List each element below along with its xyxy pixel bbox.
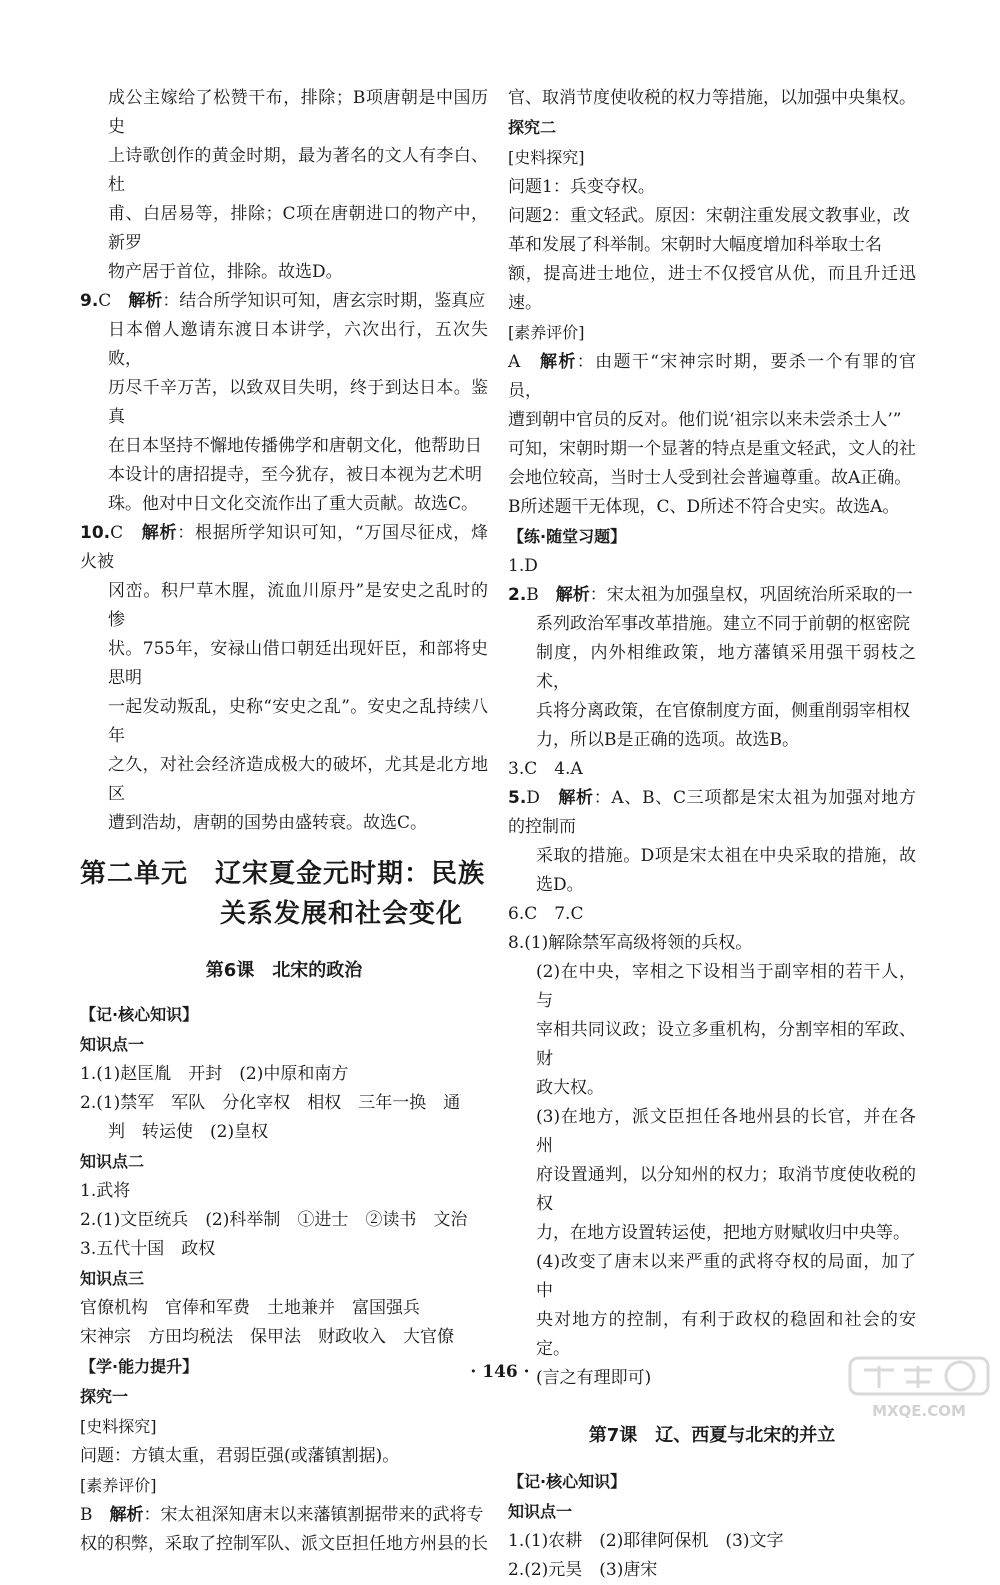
- watermark-logo: [844, 1352, 994, 1424]
- text-line: 3.五代十国 政权: [80, 1239, 216, 1259]
- text-line: 遭到浩劫，唐朝的国势由盛转衰。故选C。: [108, 813, 428, 833]
- text-line: 兵将分离政策，在官僚制度方面，侧重削弱宰相权: [536, 701, 910, 721]
- text-line: 问题：方镇太重，君弱臣强(或藩镇割据)。: [80, 1446, 400, 1466]
- text-line: 3.C 4.A: [508, 759, 583, 779]
- text-line: 2.(1)禁军 军队 分化宰权 相权 三年一换 通: [80, 1093, 461, 1113]
- text-line: 遭到朝中官员的反对。他们说‘祖宗以来未尝杀士人’”: [508, 410, 902, 430]
- text-line: 珠。他对中日文化交流作出了重大贡献。故选C。: [108, 494, 479, 514]
- section-core-knowledge: 【记·核心知识】: [80, 1005, 199, 1024]
- sub-historical-material: [史料探究]: [80, 1417, 157, 1436]
- section-ability: 【学·能力提升】: [80, 1357, 199, 1376]
- knowledge-point-2: 知识点二: [80, 1152, 145, 1171]
- text-line: 问题1：兵变夺权。: [508, 177, 655, 197]
- text-line: 宰相共同议政；设立多重机构，分割宰相的军政、财: [536, 1020, 916, 1069]
- lesson-6-title: 第6课 北宋的政治: [205, 960, 363, 981]
- text-line: 1.(1)赵匡胤 开封 (2)中原和南方: [80, 1064, 349, 1084]
- text-line: 日本僧人邀请东渡日本讲学，六次出行，五次失败，: [108, 320, 488, 369]
- unit-title-line-1: 第二单元 辽宋夏金元时期：民族: [80, 859, 486, 889]
- evaluation-answer: A 解析：由题干“宋神宗时期，要杀一个有罪的官员，: [508, 352, 916, 401]
- text-line: (3)在地方，派文臣担任各地州县的长官，并在各州: [536, 1107, 916, 1156]
- explore-1: 探究一: [80, 1387, 129, 1406]
- text-line: 问题2：重文轻武。原因：宋朝注重发展文教事业，改: [508, 206, 910, 226]
- text-line: 府设置通判，以分知州的权力；取消节度使收税的权: [536, 1165, 916, 1214]
- text-line: 权的积弊，采取了控制军队、派文臣担任地方州县的长: [80, 1534, 488, 1554]
- text-line: 8.(1)解除禁军高级将领的兵权。: [508, 933, 753, 953]
- answer-9: 9.C 解析：结合所学知识可知，唐玄宗时期，鉴真应: [80, 291, 486, 311]
- text-line: 可知，宋朝时期一个显著的特点是重文轻武，文人的社: [508, 439, 916, 459]
- text-line: 官、取消节度使收税的权力等措施，以加强中央集权。: [508, 88, 916, 108]
- answer-5: 5.D 解析：A、B、C三项都是宋太祖为加强对地方的控制而: [508, 788, 916, 837]
- text-line: 宋神宗 方田均税法 保甲法 财政收入 大官僚: [80, 1327, 454, 1347]
- section-practice: 【练·随堂习题】: [508, 527, 627, 546]
- unit-title-line-2: 关系发展和社会变化: [220, 899, 464, 929]
- text-line: 一起发动叛乱，史称“安史之乱”。安史之乱持续八年: [108, 697, 488, 746]
- text-line: B所述题干无体现，C、D所述不符合史实。故选A。: [508, 497, 900, 517]
- text-line: 额，提高进士地位，进士不仅授官从优，而且升迁迅速。: [508, 264, 916, 313]
- text-line: 2.(2)元昊 (3)唐宋: [508, 1560, 658, 1580]
- sub-evaluation: [素养评价]: [80, 1476, 157, 1495]
- sub-evaluation: [素养评价]: [508, 323, 585, 342]
- left-column: [80, 84, 488, 1559]
- answer-2: 2.B 解析：宋太祖为加强皇权，巩固统治所采取的一: [508, 585, 913, 605]
- text-line: 之久，对社会经济造成极大的破坏，尤其是北方地区: [108, 755, 488, 804]
- text-line: 革和发展了科举制。宋朝时大幅度增加科举取士名: [508, 235, 882, 255]
- evaluation-answer: B 解析：宋太祖深知唐末以来藩镇割据带来的武将专: [80, 1505, 484, 1525]
- text-line: 甫、白居易等，排除；C项在唐朝进口的物产中，新罗: [108, 204, 488, 253]
- text-line: 官僚机构 官俸和军费 土地兼并 富国强兵: [80, 1298, 420, 1318]
- text-line: (4)改变了唐末以来严重的武将夺权的局面，加了中: [536, 1252, 916, 1301]
- text-line: 物产居于首位，排除。故选D。: [108, 262, 343, 282]
- text-line: (言之有理即可): [536, 1368, 652, 1388]
- knowledge-point-3: 知识点三: [80, 1269, 145, 1288]
- text-line: 力，在地方设置转运使，把地方财赋收归中央等。: [536, 1223, 910, 1243]
- text-line: 力，所以B是正确的选项。故选B。: [536, 730, 799, 750]
- sub-historical-material: [史料探究]: [508, 148, 585, 167]
- text-line: 上诗歌创作的黄金时期，最为著名的文人有李白、杜: [108, 146, 488, 195]
- text-line: 采取的措施。D项是宋太祖在中央采取的措施，故选D。: [536, 846, 916, 895]
- answer-10: 10.C 解析：根据所学知识可知，“万国尽征戍，烽火被: [80, 523, 489, 572]
- text-line: 政大权。: [536, 1078, 604, 1098]
- text-line: 状。755年，安禄山借口朝廷出现奸臣，和部将史思明: [108, 639, 488, 688]
- knowledge-point-1: 知识点一: [508, 1502, 573, 1521]
- text-line: 在日本坚持不懈地传播佛学和唐朝文化，他帮助日: [108, 436, 482, 456]
- text-line: 会地位较高，当时士人受到社会普遍尊重。故A正确。: [508, 468, 912, 488]
- text-line: 央对地方的控制，有利于政权的稳固和社会的安定。: [536, 1310, 916, 1359]
- knowledge-point-1: 知识点一: [80, 1035, 145, 1054]
- watermark-text: MXQE.COM: [872, 1402, 966, 1420]
- text-line: 判 转运使 (2)皇权: [108, 1122, 269, 1142]
- page-number: · 146 ·: [470, 1362, 530, 1382]
- unit-title: [80, 854, 488, 934]
- explore-2: 探究二: [508, 118, 557, 137]
- text-line: 历尽千辛万苦，以致双目失明，终于到达日本。鉴真: [108, 378, 488, 427]
- text-line: (2)在中央，宰相之下设相当于副宰相的若干人，与: [536, 962, 916, 1011]
- text-line: 6.C 7.C: [508, 904, 584, 924]
- text-line: 冈峦。积尸草木腥，流血川原丹”是安史之乱时的惨: [108, 581, 488, 630]
- text-line: 2.(1)文臣统兵 (2)科举制 ①进士 ②读书 文治: [80, 1210, 468, 1230]
- text-line: 系列政治军事改革措施。建立不同于前朝的枢密院: [536, 614, 910, 634]
- text-line: 1.武将: [80, 1181, 131, 1201]
- text-line: 1.D: [508, 556, 538, 576]
- text-line: 成公主嫁给了松赞干布，排除；B项唐朝是中国历史: [108, 88, 488, 137]
- text-line: 本设计的唐招提寺，至今犹存，被日本视为艺术明: [108, 465, 482, 485]
- text-line: 1.(1)农耕 (2)耶律阿保机 (3)文字: [508, 1531, 784, 1551]
- text-line: 制度，内外相维政策，地方藩镇采用强干弱枝之术，: [536, 643, 916, 692]
- section-core-knowledge: 【记·核心知识】: [508, 1472, 627, 1491]
- lesson-7-title: 第7课 辽、西夏与北宋的并立: [588, 1425, 836, 1446]
